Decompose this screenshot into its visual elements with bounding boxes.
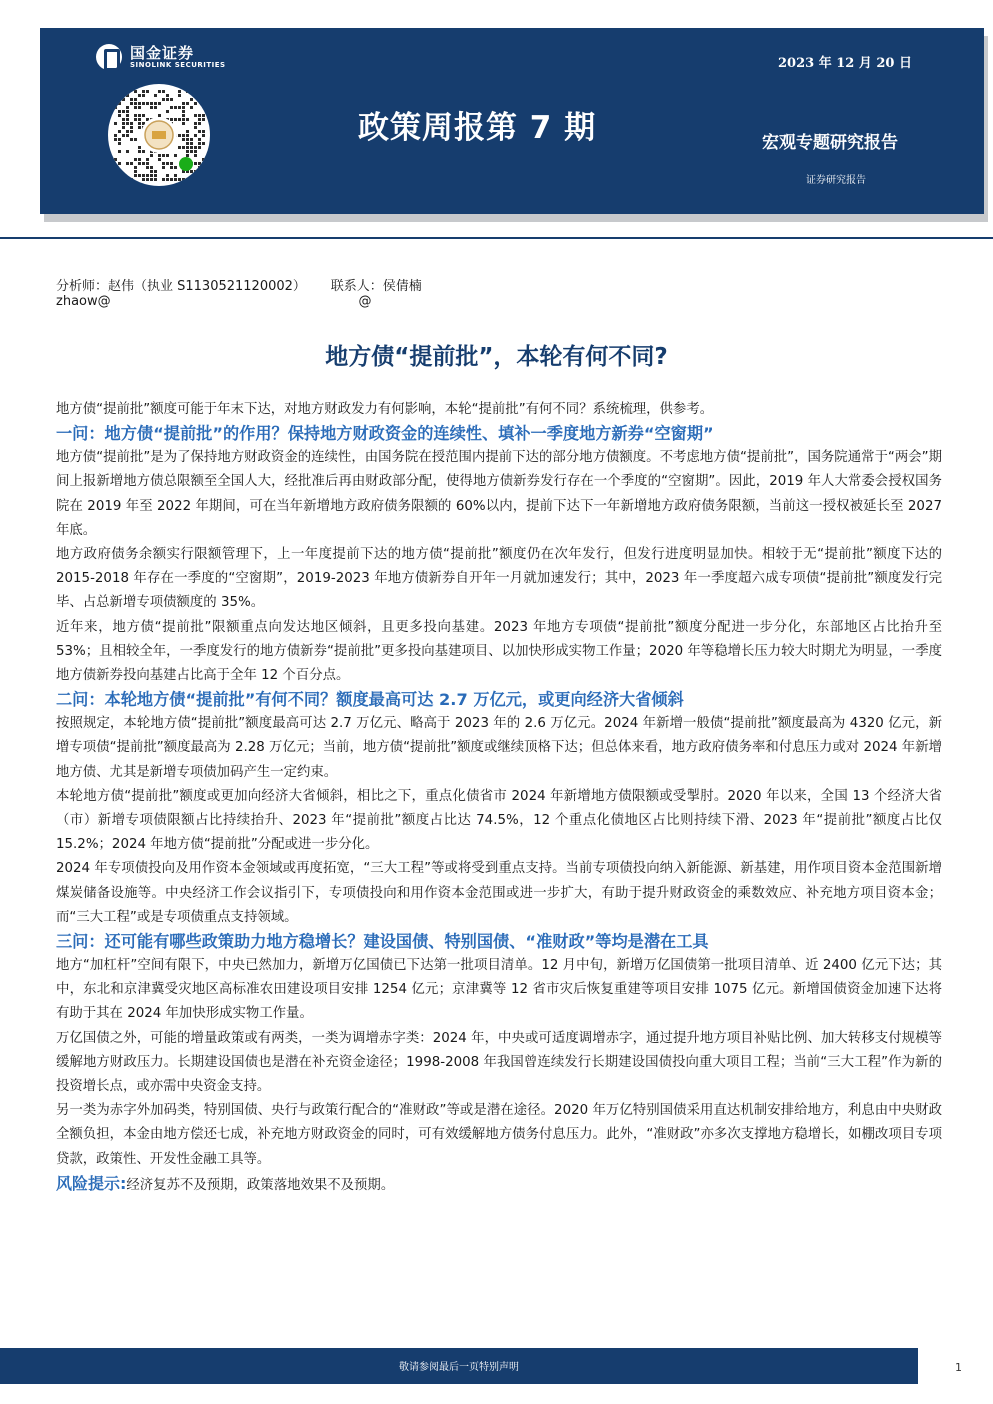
q3-paragraph-1: 地方“加杠杆”空间有限下，中央已然加力，新增万亿国债已下达第一批项目清单。12 月中旬，新增万亿国债第一批项目清单、近 2400 亿元下达；其中，东北和京津冀受灾地区高标准农田建设项目安排 1254 亿元；京津冀等 12 省市灾后恢复重建等项目安排 1075 亿元。新增国债资金加速下达将有助于其在 2024 年加快形成实物工作量。	[56, 958, 942, 1022]
document-title: 地方债“提前批”，本轮有何不同?	[325, 344, 668, 370]
logo-cn: 国金证券	[130, 43, 195, 62]
footer-disclaimer: 敬请参阅最后一页特别声明	[399, 1362, 519, 1373]
question-1-heading: 一问：地方债“提前批”的作用？保持地方财政资金的连续性、填补一季度地方新券“空窗期”	[56, 424, 714, 444]
q2-paragraph-1: 按照规定，本轮地方债“提前批”额度最高可达 2.7 万亿元、略高于 2023 年的 2.6 万亿元。2024 年新增一般债“提前批”额度最高为 4320 亿元，新增专项债“提前批”额度最高为 2.28 万亿元；当前，地方债“提前批”额度或继续顶格下达；但总体来看，地方政府债务率和付息压力或对 2024 年新增地方债、尤其是新增专项债加码产生一定约束。	[56, 716, 942, 780]
q1-paragraph-1: 地方债“提前批”是为了保持地方财政资金的连续性，由国务院在授范围内提前下达的部分地方债额度。不考虑地方债“提前批”，国务院通常于“两会”期间上报新增地方债总限额至全国人大，经批准后再由财政部分配，使得地方债新券发行存在一个季度的“空窗期”。因此，2019 年人大常委会授权国务院在 2019 年至 2022 年期间，可在当年新增地方政府债务限额的 60%以内，提前下达下一年新增地方政府债务限额，当前这一授权被延长至 2027 年底。	[56, 450, 942, 538]
report-date: 2023 年 12 月 20 日	[778, 56, 912, 71]
report-subtype: 证券研究报告	[806, 175, 866, 186]
analyst-line: 分析师：赵伟（执业 S1130521120002） 联系人：侯倩楠	[56, 279, 422, 294]
qr-code-icon	[108, 84, 210, 186]
risk-label: 风险提示:	[56, 1173, 127, 1193]
header-divider	[0, 237, 993, 239]
logo-icon	[96, 44, 122, 70]
company-logo	[96, 44, 226, 70]
intro-paragraph: 地方债“提前批”额度可能于年末下达，对地方财政发力有何影响，本轮“提前批”有何不同？系统梳理，供参考。	[56, 402, 714, 417]
q1-paragraph-3: 近年来，地方债“提前批”限额重点向发达地区倾斜，且更多投向基建。2023 年地方专项债“提前批”额度分配进一步分化，东部地区占比抬升至 53%；且相较全年，一季度发行的地方债新券“提前批”更多投向基建项目、以加快形成实物工作量；2020 年等稳增长压力较大时期尤为明显，一季度地方债新券投向基建占比高于全年 12 个百分点。	[56, 619, 942, 684]
q2-paragraph-3: 2024 年专项债投向及用作资本金领域或再度拓宽，“三大工程”等或将受到重点支持。当前专项债投向纳入新能源、新基建，用作项目资本金范围新增煤炭储备设施等。中央经济工作会议指引下，专项债投向和用作资本金范围或进一步扩大，有助于提升财政资金的乘数效应、补充地方项目资本金；而“三大工程”或是专项债重点支持领域。	[56, 861, 942, 925]
logo-en: SINOLINK SECURITIES	[130, 60, 226, 69]
report-type: 宏观专题研究报告	[762, 133, 898, 153]
page-number: 1	[955, 1361, 962, 1374]
email-line: zhaow@ @	[56, 294, 372, 309]
question-3-heading: 三问：还可能有哪些政策助力地方稳增长？建设国债、特别国债、“准财政”等均是潜在工具	[56, 932, 709, 952]
q1-paragraph-2: 地方政府债务余额实行限额管理下，上一年度提前下达的地方债“提前批”额度仍在次年发行，但发行进度明显加快。相较于无“提前批”额度下达的 2015-2018 年存在一季度的“空窗期”，2019-2023 年地方债新券自开年一月就加速发行；其中，2023 年一季度超六成专项债“提前批”额度发行完毕、占总新增专项债额度的 35%。	[56, 547, 942, 611]
q2-paragraph-2: 本轮地方债“提前批”额度或更加向经济大省倾斜，相比之下，重点化债省市 2024 年新增地方债限额或受掣肘。2020 年以来，全国 13 个经济大省（市）新增专项债限额占比持续抬升、2023 年“提前批”额度占比达 74.5%，12 个重点化债地区占比则持续下滑、2023 年“提前批”额度占比仅 15.2%；2024 年地方债“提前批”分配或进一步分化。	[56, 788, 942, 853]
risk-note	[56, 1172, 942, 1198]
logo-text	[130, 45, 226, 70]
q3-paragraph-3: 另一类为赤字外加码类，特别国债、央行与政策行配合的“准财政”等或是潜在途径。2020 年万亿特别国债采用直达机制安排给地方，利息由中央财政全额负担，本金由地方偿还七成，补充地方财政资金的同时，可有效缓解地方债务付息压力。此外，“准财政”亦多次支撑地方稳增长，如棚改项目专项贷款，政策性、开发性金融工具等。	[56, 1103, 942, 1167]
report-title: 政策周报第 7 期	[358, 110, 597, 146]
report-body	[56, 398, 942, 1198]
risk-text: 经济复苏不及预期，政策落地效果不及预期。	[126, 1177, 395, 1193]
q3-paragraph-2: 万亿国债之外，可能的增量政策或有两类，一类为调增赤字类：2024 年，中央或可适度调增赤字，通过提升地方项目补贴比例、加大转移支付规模等缓解地方财政压力。长期建设国债也是潜在补充资金途径；1998-2008 年我国曾连续发行长期建设国债投向重大项目工程；当前“三大工程”作为新的投资增长点，或亦需中央资金支持。	[56, 1030, 942, 1095]
question-2-heading: 二问：本轮地方债“提前批”有何不同？额度最高可达 2.7 万亿元，或更向经济大省倾斜	[56, 690, 684, 710]
